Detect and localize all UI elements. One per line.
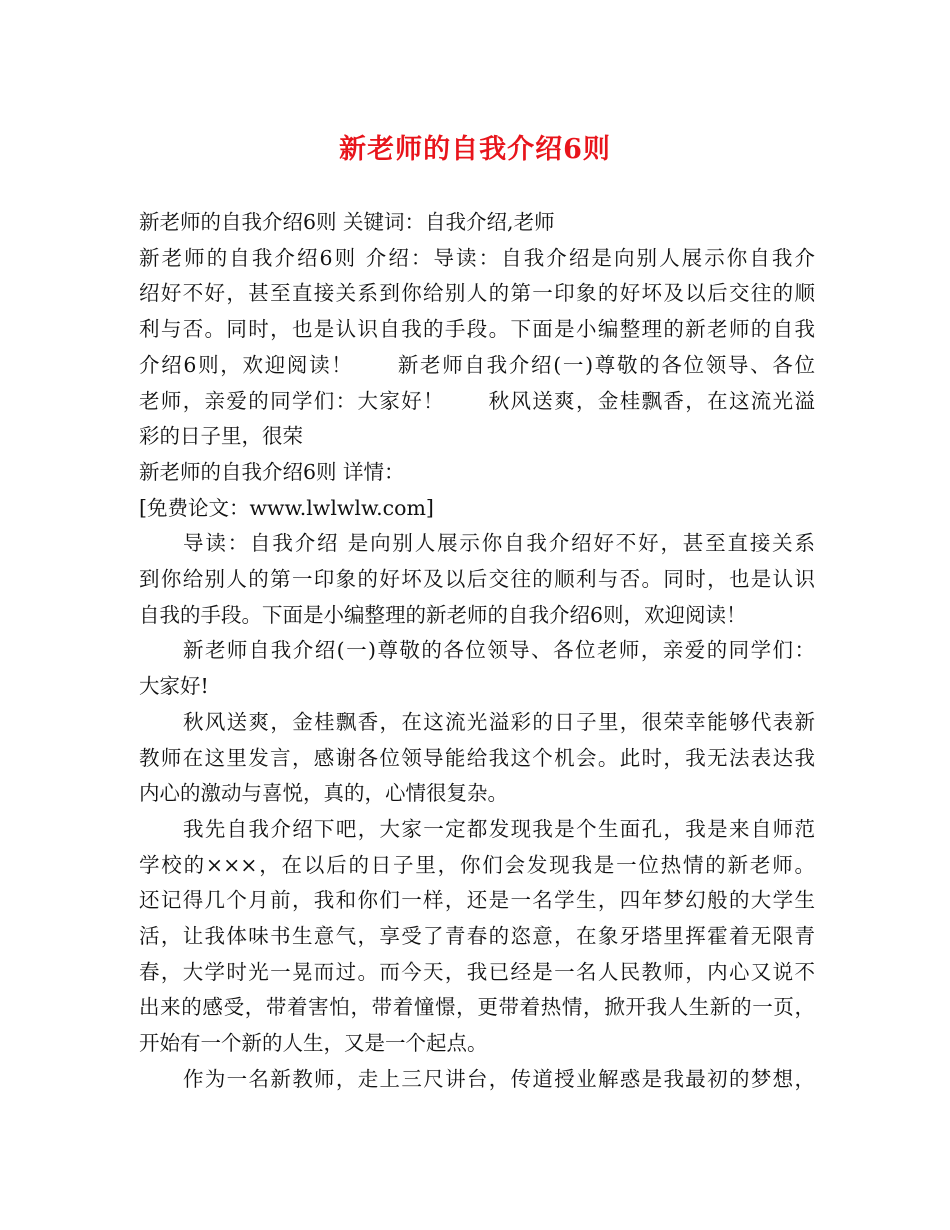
document-body xyxy=(139,205,815,1098)
document-title: 新老师的自我介绍6则 xyxy=(339,134,611,165)
summary-line: 介绍6则，欢迎阅读！ 新老师自我介绍(一)尊敬的各位领导、各位 xyxy=(139,352,815,377)
paragraph-line: 自我的手段。下面是小编整理的新老师的自我介绍6则，欢迎阅读！ xyxy=(139,602,747,627)
summary-line: 利与否。同时，也是认识自我的手段。下面是小编整理的新老师的自我 xyxy=(139,317,815,342)
paragraph-line: 新老师自我介绍(一)尊敬的各位领导、各位老师，亲爱的同学们： xyxy=(183,638,815,663)
summary-line: 绍好不好，甚至直接关系到你给别人的第一印象的好坏及以后交往的顺 xyxy=(139,281,815,306)
paragraph-line: 教师在这里发言，感谢各位领导能给我这个机会。此时，我无法表达我 xyxy=(139,745,815,770)
paragraph-line: 作为一名新教师，走上三尺讲台，传道授业解惑是我最初的梦想， xyxy=(183,1066,815,1091)
details-heading-line: 新老师的自我介绍6则 详情： xyxy=(139,459,405,484)
paragraph-line: 内心的激动与喜悦，真的，心情很复杂。 xyxy=(139,781,508,806)
paragraph-line: 到你给别人的第一印象的好坏及以后交往的顺利与否。同时，也是认识 xyxy=(139,567,815,592)
paragraph-line: 开始有一个新的人生，又是一个起点。 xyxy=(139,1031,488,1056)
summary-line: 新老师的自我介绍6则 介绍：导读：自我介绍是向别人展示你自我介 xyxy=(139,245,815,270)
paragraph-line: 学校的×××，在以后的日子里，你们会发现我是一位热情的新老师。 xyxy=(139,852,815,877)
paragraph-line: 导读：自我介绍 是向别人展示你自我介绍好不好，甚至直接关系 xyxy=(183,531,815,556)
paragraph-line: 秋风送爽，金桂飘香，在这流光溢彩的日子里，很荣幸能够代表新 xyxy=(183,709,815,734)
paragraph-line: 活，让我体味书生意气，享受了青春的恣意，在象牙塔里挥霍着无限青 xyxy=(139,924,815,949)
summary-line: 彩的日子里，很荣 xyxy=(139,424,303,449)
summary-line: 老师，亲爱的同学们：大家好！ 秋风送爽，金桂飘香，在这流光溢 xyxy=(139,388,815,413)
paragraph-line: 大家好! xyxy=(139,674,209,699)
paragraph-line: 我先自我介绍下吧，大家一定都发现我是个生面孔，我是来自师范 xyxy=(183,816,815,841)
paragraph-line: 出来的感受，带着害怕，带着憧憬，更带着热情，掀开我人生新的一页， xyxy=(139,995,815,1020)
source-line: [免费论文：www.lwlwlw.com] xyxy=(139,495,434,520)
paragraph-line: 还记得几个月前，我和你们一样，还是一名学生，四年梦幻般的大学生 xyxy=(139,888,815,913)
paragraph-line: 春，大学时光一晃而过。而今天，我已经是一名人民教师，内心又说不 xyxy=(139,959,815,984)
keywords-line: 新老师的自我介绍6则 关键词：自我介绍,老师 xyxy=(139,210,555,234)
